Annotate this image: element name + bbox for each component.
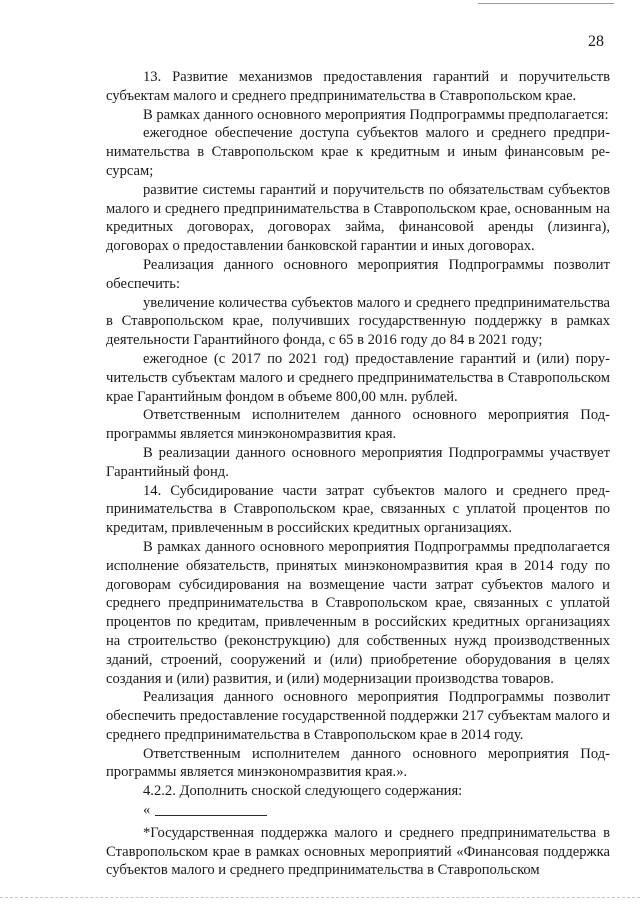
top-edge-rule [478, 3, 614, 4]
paragraph: Реализация данного основного мероприятия Подпрограммы позволит обеспечить: [106, 256, 610, 292]
footnote-rule [155, 815, 267, 816]
paragraph: В рамках данного основного мероприятия Подпрограммы предполагается исполнение обязательств, принятых минэкономразвития края в 2014 году по договорам субсидирования на возмещение части затрат субъектов малого и среднего предпринимательства в Ставропольском крае, связанных с уплатой процентов по кредитам, привлеченным в российских кредитных организациях на строительство (реконструкцию) для собственных нужд производственных зданий, строений, сооружений и (или) приобретение оборудования в целях создания и (или) развития, и (или) модернизации производства товаров. [106, 538, 610, 687]
paragraph: 13. Развитие механизмов предоставления гарантий и поручительств субъектам малого и среднего предпринимательства в Ставропольском крае. [106, 69, 610, 104]
paragraph: 14. Субсидирование части затрат субъектов малого и среднего предпринимательства в Ставропольском крае, связанных с уплатой процентов по кредитам, привлеченным в российских кредитных организациях. [106, 482, 610, 537]
footnote-text: *Государственная поддержка малого и среднего предпринимательства в Ставропольском крае в рамках основных мероприятий «Финансовая поддержка субъектов малого и среднего предпринимательства в Ставропольском [106, 825, 610, 879]
footnote-separator [106, 801, 610, 821]
paragraph: В рамках данного основного мероприятия Подпрограммы предполагается: [143, 106, 609, 123]
page-number: 28 [588, 33, 604, 50]
paragraph: развитие системы гарантий и поручительств по обязательствам субъектов малого и среднего предпринимательства в Ставропольском крае, основанным на кредитных договорах, договорах займа, финансовой аренды (лизинга), договорах о предоставлении банковской гарантии и иных договорах. [106, 181, 610, 255]
paragraph: В реализации данного основного мероприятия Подпрограммы участвует Гарантийный фонд. [106, 444, 610, 480]
paragraph: Ответственным исполнителем данного основного мероприятия Подпрограммы является минэкономразвития края.». [106, 745, 610, 781]
opening-quote-mark: « [143, 802, 151, 819]
paragraph: Реализация данного основного мероприятия Подпрограммы позволит обеспечить предоставление государственной поддержки 217 субъектам малого и среднего предпринимательства в Ставропольском крае в 2014 году. [106, 689, 610, 743]
paragraph: увеличение количества субъектов малого и среднего предпринимательства в Ставропольском крае, получивших государственную поддержку в рамках деятельности Гарантийного фонда, с 65 в 2016 году до 84 в 2021 году; [106, 294, 610, 349]
paragraph: 4.2.2. Дополнить сноской следующего содержания: [143, 783, 463, 800]
paragraph: ежегодное обеспечение доступа субъектов малого и среднего предпринимательства в Ставропольском крае к кредитным и иным финансовым ресурсам; [106, 125, 610, 179]
paragraph: ежегодное (с 2017 по 2021 год) предоставление гарантий и (или) поручительств субъектам малого и среднего предпринимательства в Ставропольском крае Гарантийным фондом в объеме 800,00 млн. рублей. [106, 350, 610, 405]
paragraph: Ответственным исполнителем данного основного мероприятия Подпрограммы является минэкономразвития края. [106, 407, 610, 443]
scan-edge-line [0, 897, 640, 898]
document-body [106, 68, 610, 880]
